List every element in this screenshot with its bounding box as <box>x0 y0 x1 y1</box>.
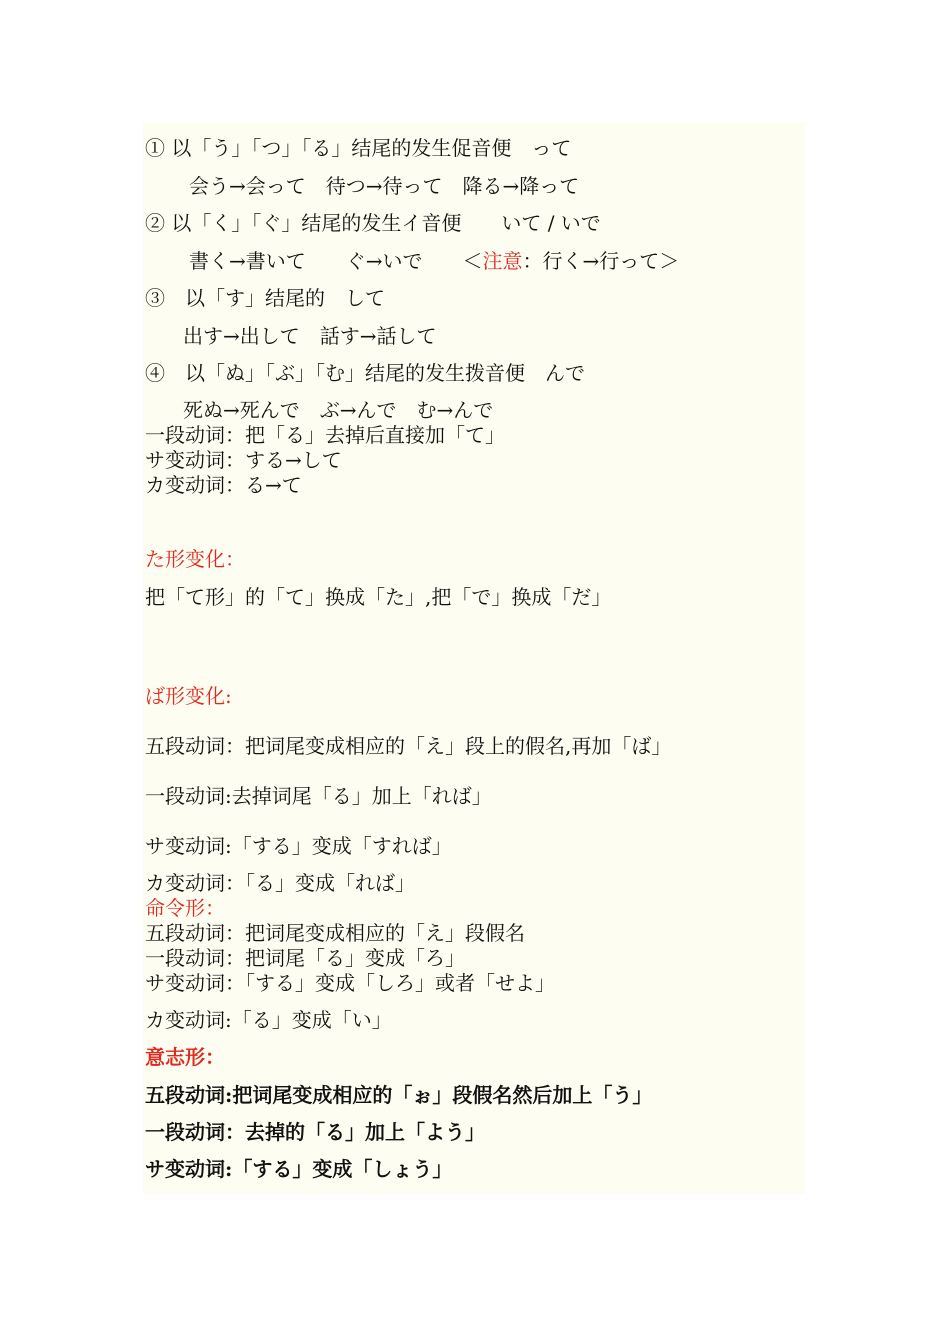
ba-sahen: サ变动词:「する」变成「すれば」 <box>145 834 452 858</box>
note-label: 注意 <box>482 249 523 273</box>
ba-kahen: カ变动词：「る」变成「れば」 <box>145 871 415 895</box>
volitional-heading: 意志形： <box>145 1045 225 1069</box>
te-sahen: サ变动词：する→して <box>145 448 342 472</box>
te-example-2-tail: ：行く→行って＞ <box>522 249 680 273</box>
te-example-2 <box>189 249 679 273</box>
te-example-1: 会う→会って 待つ→待って 降る→降って <box>189 174 580 198</box>
ta-form-heading: た形变化： <box>145 547 245 571</box>
te-rule-2: ② 以「く」「ぐ」结尾的发生イ音便 いて / いで <box>145 211 601 235</box>
te-ichidan: 一段动词：把「る」去掉后直接加「て」 <box>145 423 505 447</box>
volitional-ichidan: 一段动词：去掉的「る」加上「よう」 <box>145 1120 485 1144</box>
imperative-kahen: カ变动词:「る」变成「い」 <box>145 1008 392 1032</box>
te-example-2-main: 書く→書いて ぐ→いで ＜ <box>189 249 483 273</box>
imperative-ichidan: 一段动词：把词尾「る」变成「ろ」 <box>145 946 465 970</box>
te-example-4: 死ぬ→死んで ぶ→んで む→んで <box>183 398 494 422</box>
te-kahen: カ变动词：る→て <box>145 473 302 497</box>
imperative-godan: 五段动词：把词尾变成相应的「え」段假名 <box>145 921 525 945</box>
ba-form-heading: ば形变化: <box>145 684 232 708</box>
te-rule-1: ① 以「う」「つ」「る」结尾的发生促音便 って <box>145 136 572 160</box>
imperative-heading: 命令形： <box>145 896 225 920</box>
ba-godan: 五段动词：把词尾变成相应的「え」段上的假名,再加「ば」 <box>145 734 672 758</box>
ta-form-rule: 把「て形」的「て」换成「た」,把「で」换成「だ」 <box>145 585 612 609</box>
volitional-godan: 五段动词:把词尾变成相应的「ぉ」段假名然后加上「う」 <box>145 1083 653 1107</box>
document-page <box>143 122 805 1194</box>
ba-ichidan: 一段动词:去掉词尾「る」加上「れば」 <box>145 784 492 808</box>
imperative-sahen: サ变动词：「する」变成「しろ」或者「せよ」 <box>145 971 555 995</box>
te-rule-3: ③ 以「す」结尾的 して <box>145 286 385 310</box>
te-rule-4: ④ 以「ぬ」「ぶ」「む」结尾的发生拨音便 んで <box>145 361 585 385</box>
te-example-3: 出す→出して 話す→話して <box>183 324 437 348</box>
volitional-sahen: サ变动词:「する」变成「しょう」 <box>145 1157 453 1181</box>
